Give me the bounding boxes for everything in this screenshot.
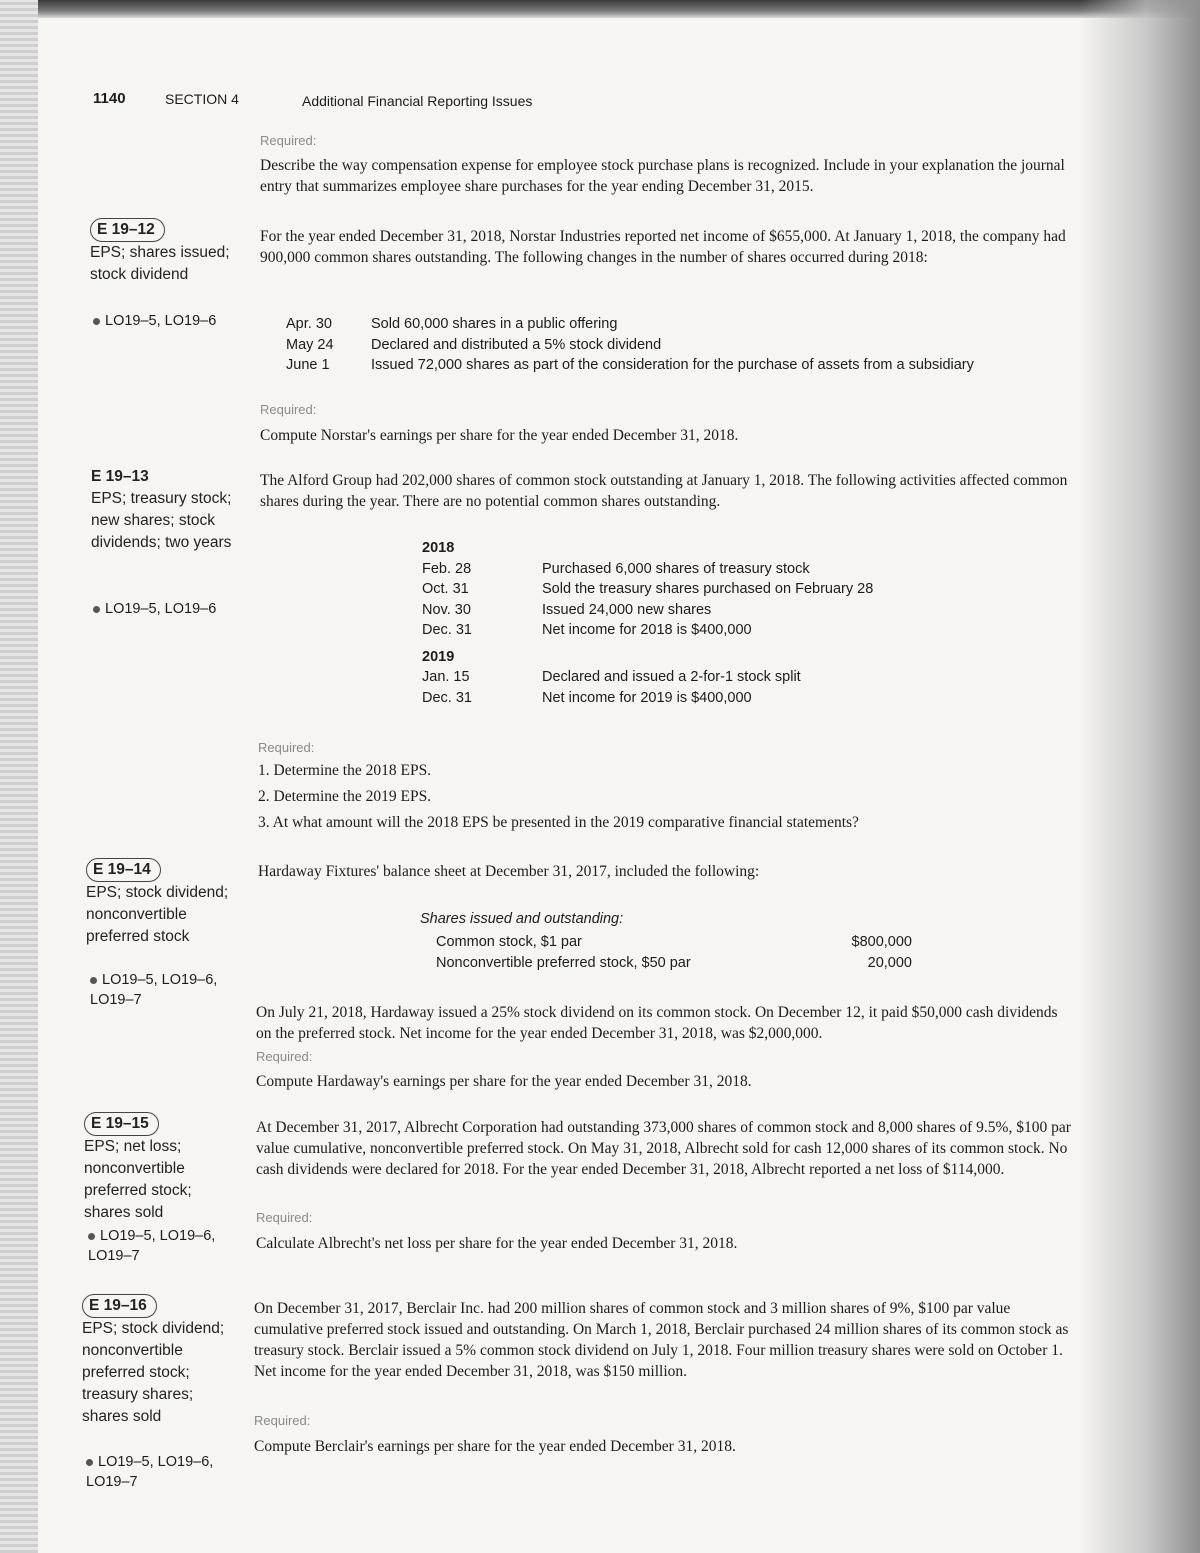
share-changes-schedule [286,314,974,376]
schedule-row: Nov. 30 Issued 24,000 new shares [422,601,712,618]
schedule-row: Jan. 15 Declared and issued a 2-for-1 stock split [422,669,801,685]
learning-objectives: LO19–5, LO19–6, LO19–7 [86,1454,214,1490]
required-label: Required: [260,402,317,417]
year-heading: 2018 [422,540,455,556]
table-title: Shares issued and outstanding: [420,911,624,927]
activities-schedule [422,538,873,708]
schedule-row: Dec. 31 Net income for 2018 is $400,000 [422,622,752,638]
exercise-topic: EPS; treasury stock; new shares; stock dividends; two years [91,490,232,551]
section-label: SECTION 4 [165,91,239,107]
required-label: Required: [256,1049,313,1064]
exercise-topic: EPS; stock dividend; nonconvertible preferred stock [86,884,229,945]
intro-text: Describe the way compensation expense for employee stock purchase plans is recognized. Include in your explanation the journal entry that summarizes employee share purchases for the year ending December 31, 2015. [260,157,1065,195]
exercise-topic: EPS; shares issued; stock dividend [90,244,230,283]
required-label: Required: [260,133,317,148]
bullet-icon [93,318,100,325]
exercise-label-e19-14 [86,858,236,948]
bullet-icon [86,1459,93,1466]
running-title: Additional Financial Reporting Issues [302,93,533,109]
required-list [258,758,1078,836]
exercise-text: Hardaway Fixtures' balance sheet at December 31, 2017, included the following: [258,863,760,880]
exercise-label-e19-12 [90,218,240,286]
exercise-text-2: On July 21, 2018, Hardaway issued a 25% stock dividend on its common stock. On December 12, it paid $50,000 cash dividends on the preferred stock. Net income for the year ended December 31, 2018, was $2,000,000. [256,1004,1058,1042]
exercise-topic: EPS; stock dividend; nonconvertible preferred stock; treasury shares; shares sold [82,1320,225,1425]
required-text: Compute Norstar's earnings per share for the year ended December 31, 2018. [260,427,739,444]
bullet-icon [93,606,100,613]
table-row: Nonconvertible preferred stock, $50 par 20,000 [436,954,912,971]
schedule-row: Feb. 28 Purchased 6,000 shares of treasury stock [422,560,810,577]
schedule-row: Dec. 31 Net income for 2019 is $400,000 [422,689,752,706]
exercise-text: At December 31, 2017, Albrecht Corporation had outstanding 373,000 shares of common stock and 8,000 shares of 9.5%, $100 par value cumulative, nonconvertible preferred stock. On May 31, 2018, Albrecht sold for cash 12,000 shares of its common stock. No cash dividends were declared for 2018. For the year ended December 31, 2018, Albrecht reported a net loss of $114,000. [256,1119,1071,1178]
exercise-number: E 19–15 [84,1112,159,1136]
required-label: Required: [258,740,315,755]
learning-objectives: LO19–5, LO19–6 [93,311,243,331]
schedule-row: June 1 Issued 72,000 shares as part of the consideration for the purchase of assets from a subsidiary [286,357,974,373]
exercise-label-e19-13 [91,466,241,554]
exercise-text: For the year ended December 31, 2018, Norstar Industries reported net income of $655,000. At January 1, 2018, the company had 900,000 common shares outstanding. The following changes in the number of shares occurred during 2018: [260,228,1066,266]
bullet-icon [88,1233,95,1240]
exercise-topic: EPS; net loss; nonconvertible preferred stock; shares sold [84,1138,192,1221]
list-item: 2. Determine the 2019 EPS. [258,788,432,805]
required-text: Compute Hardaway's earnings per share for the year ended December 31, 2018. [256,1073,752,1090]
schedule-row: May 24 Declared and distributed a 5% stock dividend [286,336,662,353]
required-label: Required: [256,1210,313,1225]
list-item: 3. At what amount will the 2018 EPS be presented in the 2019 comparative financial statements? [258,814,859,831]
exercise-label-e19-15 [84,1112,234,1224]
bullet-icon [90,977,97,984]
learning-objectives: LO19–5, LO19–6, LO19–7 [90,972,218,1008]
required-text: Calculate Albrecht's net loss per share for the year ended December 31, 2018. [256,1235,738,1252]
exercise-number: E 19–16 [82,1294,157,1318]
required-text: Compute Berclair's earnings per share for the year ended December 31, 2018. [254,1438,736,1455]
scan-top-edge [0,0,1200,18]
exercise-text: On December 31, 2017, Berclair Inc. had 200 million shares of common stock and 3 million shares of 9%, $100 par value cumulative preferred stock issued and outstanding. On March 1, 2018, Berclair purchased 24 million shares of its common stock as treasury stock. Berclair issued a 5% common stock dividend on July 1, 2018. Four million treasury shares were sold on October 1. Net income for the year ended December 31, 2018, was $150 million. [254,1300,1069,1380]
learning-objectives: LO19–5, LO19–6, LO19–7 [88,1228,216,1264]
exercise-label-e19-16 [82,1294,232,1428]
exercise-number: E 19–13 [91,468,149,485]
exercise-number: E 19–12 [90,218,165,242]
year-heading: 2019 [422,648,455,665]
exercise-text: The Alford Group had 202,000 shares of common stock outstanding at January 1, 2018. The following activities affected common shares during the year. There are no potential common shares outstanding. [260,472,1068,510]
table-row: Common stock, $1 par $800,000 [436,934,912,950]
learning-objectives: LO19–5, LO19–6 [93,599,243,619]
schedule-row: Oct. 31 Sold the treasury shares purchased on February 28 [422,581,874,597]
shares-table [436,932,912,973]
page-number: 1140 [93,90,126,107]
exercise-number: E 19–14 [86,858,161,882]
required-label: Required: [254,1413,311,1428]
scan-right-shadow [1080,0,1200,1553]
scan-left-edge [0,0,38,1553]
schedule-row: Apr. 30 Sold 60,000 shares in a public offering [286,316,618,332]
list-item: 1. Determine the 2018 EPS. [258,762,432,779]
